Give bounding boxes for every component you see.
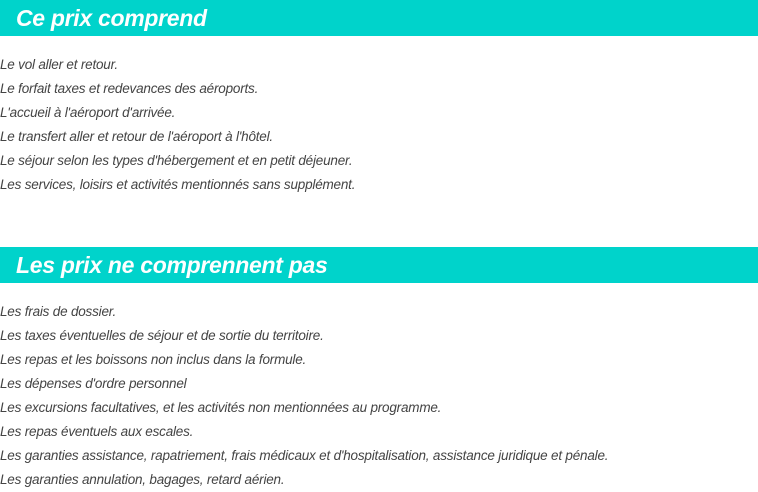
included-title: Ce prix comprend xyxy=(16,5,207,31)
list-item: Les taxes éventuelles de séjour et de sortie du territoire. xyxy=(0,328,324,343)
list-item: Le vol aller et retour. xyxy=(0,57,118,72)
list-item: Les garanties assistance, rapatriement, frais médicaux et d'hospitalisation, assistance juridique et pénale. xyxy=(0,448,609,463)
list-item: Les garanties annulation, bagages, retard aérien. xyxy=(0,472,285,487)
included-list xyxy=(0,53,355,197)
list-item: Les repas et les boissons non inclus dans la formule. xyxy=(0,352,307,367)
list-item: Le séjour selon les types d'hébergement et en petit déjeuner. xyxy=(0,153,353,168)
list-item: Les frais de dossier. xyxy=(0,304,117,319)
excluded-header xyxy=(0,247,758,283)
excluded-title: Les prix ne comprennent pas xyxy=(16,252,328,278)
excluded-list xyxy=(0,300,608,492)
list-item: Les services, loisirs et activités mentionnés sans supplément. xyxy=(0,177,356,192)
list-item: Les dépenses d'ordre personnel xyxy=(0,376,187,391)
list-item: Le transfert aller et retour de l'aéroport à l'hôtel. xyxy=(0,129,273,144)
list-item: Le forfait taxes et redevances des aéroports. xyxy=(0,81,259,96)
included-header xyxy=(0,0,758,36)
list-item: Les repas éventuels aux escales. xyxy=(0,424,194,439)
list-item: Les excursions facultatives, et les activités non mentionnées au programme. xyxy=(0,400,442,415)
list-item: L'accueil à l'aéroport d'arrivée. xyxy=(0,105,176,120)
